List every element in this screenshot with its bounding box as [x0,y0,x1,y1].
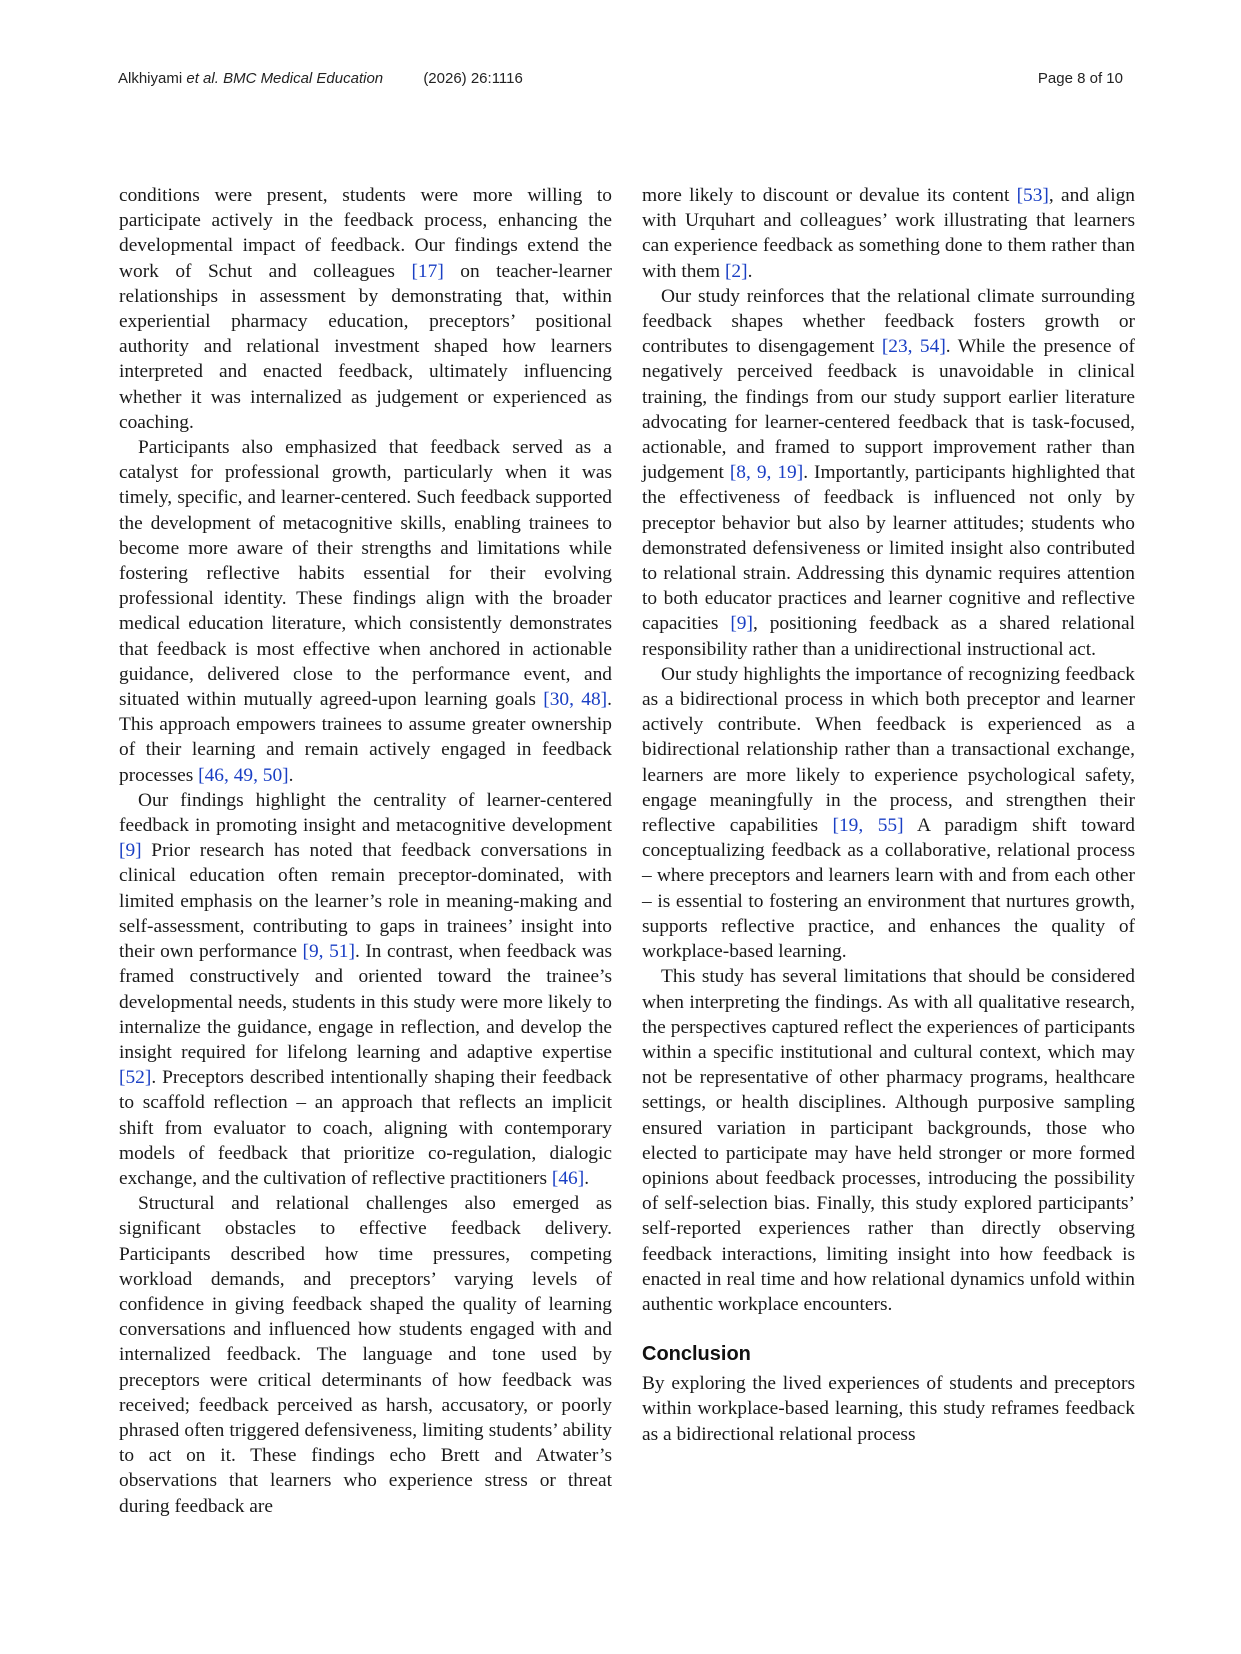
citation-link[interactable]: [19, 55] [832,815,904,837]
body-text: Participants also emphasized that feedback served as a catalyst for professional growth, particularly when it was timely, specific, and learner-centered. Such feedback supported the development of metacognitive skills, enabling trainees to become more aware of their strengths and limitations while fostering reflective habits essential for their evolving professional identity. These findings align with the broader medical education literature, which consistently demonstrates that feedback is most effective when anchored in actionable guidance, delivered close to the performance event, and situated within mutually agreed-upon learning goals [119,437,612,711]
citation-link[interactable]: [52] [119,1067,152,1089]
citation-link[interactable]: [9] [119,840,142,862]
body-text: . Importantly, participants highlighted that the effectiveness of feedback is influenced not only by preceptor behavior but also by learner attitudes; students who demonstrated defensiveness or limited insight also contributed to relational strain. Addressing this dynamic requires attention to both educator practices and learner cognitive and reflective capacities [642,462,1135,635]
body-text: conditions were present, students were more willing to participate actively in the feedback process, enhancing the developmental impact of feedback. Our findings extend the work of Schut and colleagues [119,185,612,282]
header-etal: et al. [186,70,219,87]
citation-link[interactable]: [8, 9, 19] [729,462,804,484]
paragraph [119,435,612,788]
body-text: . [584,1167,590,1189]
paragraph [642,964,1135,1317]
right-column [642,183,1135,1447]
paragraph [642,1371,1135,1447]
citation-link[interactable]: [53] [1016,185,1049,206]
body-text: . This approach empowers trainees to assume greater ownership of their learning and remain actively engaged in feedback processes [119,689,612,786]
body-text: By exploring the lived experiences of students and preceptors within workplace-based learning, this study reframes feedback as a bidirectional relational process [642,1373,1135,1445]
left-column [119,183,612,1519]
body-text: Prior research has noted that feedback conversations in clinical education often remain preceptor-dominated, with limited emphasis on the learner’s role in meaning-making and self-assessment, contributing to gaps in trainees’ insight into their own performance [119,840,612,963]
citation-link[interactable]: [17] [411,260,444,282]
running-citation [118,70,523,87]
paragraph [642,183,1135,284]
header-year-volume: (2026) 26:1116 [423,70,523,87]
body-text: . In contrast, when feedback was framed constructively and oriented toward the trainee’s developmental needs, students in this study were more likely to internalize the guidance, engage in reflection, and develop the insight required for lifelong learning and adaptive expertise [119,941,613,1063]
citation-link[interactable]: [2] [724,260,748,282]
body-text: A paradigm shift toward conceptualizing feedback as a collaborative, relational process – where preceptors and learners learn with and from each other – is essential to fostering an environment that nurtures growth, supports reflective practice, and enhances the quality of workplace-based learning. [642,815,1135,963]
citation-link[interactable]: [9] [730,613,753,635]
page-header [118,66,1123,90]
body-text: , positioning feedback as a shared relational responsibility rather than a unidirectional instructional act. [642,613,1135,660]
citation-link[interactable]: [9, 51] [302,941,355,963]
paragraph [642,662,1135,964]
paragraph [119,183,612,435]
body-text: Our study reinforces that the relational climate surrounding feedback shapes whether feedback fosters growth or contributes to disengagement [642,285,1135,358]
citation-link[interactable]: [30, 48] [543,689,608,711]
paragraph [119,1191,612,1519]
body-text: . While the presence of negatively perceived feedback is unavoidable in clinical training, the findings from our study support earlier literature advocating for learner-centered feedback that is task-focused, actionable, and framed to support improvement rather than judgement [642,336,1135,484]
section-heading-conclusion: Conclusion [642,1343,751,1366]
citation-link[interactable]: [46] [551,1167,585,1189]
body-text: . [288,764,294,786]
body-text: more likely to discount or devalue its content [642,185,1017,206]
body-text: This study has several limitations that should be considered when interpreting the findings. As with all qualitative research, the perspectives captured reflect the experiences of participants within a specific institutional and cultural context, which may not be representative of other pharmacy programs, healthcare settings, or health disciplines. Although purposive sampling ensured variation in participant backgrounds, those who elected to participate may have held stronger or more formed opinions about feedback processes, introducing the possibility of self-selection bias. Finally, this study explored participants’ self-reported experiences rather than directly observing feedback interactions, limiting insight into how feedback is enacted in real time and how relational dynamics unfold within authentic workplace encounters. [642,966,1135,1315]
body-text: on teacher-learner relationships in assessment by demonstrating that, within experiential pharmacy education, preceptors’ positional authority and relational investment shaped how learners interpreted and enacted feedback, ultimately influencing whether it was internalized as judgement or experienced as coaching. [119,260,613,433]
header-authors: Alkhiyami [118,70,183,87]
header-journal: BMC Medical Education [223,70,384,87]
paragraph [642,284,1135,662]
page-number: Page 8 of 10 [1037,70,1123,87]
body-text: . [747,260,753,282]
body-text: . Preceptors described intentionally shaping their feedback to scaffold reflection – an approach that reflects an implicit shift from evaluator to coach, aligning with contemporary models of feedback that prioritize co-regulation, dialogic exchange, and the cultivation of reflective practitioners [119,1067,612,1189]
citation-link[interactable]: [46, 49, 50] [198,764,289,786]
paragraph [119,788,612,1191]
body-text: , and align with Urquhart and colleagues’ work illustrating that learners can experience feedback as something done to them rather than with them [642,185,1135,282]
body-text: Our study highlights the importance of recognizing feedback as a bidirectional process in which both preceptor and learner actively contribute. When feedback is experienced as a bidirectional relationship rather than a transactional exchange, learners are more likely to experience psychological safety, engage meaningfully in the process, and strengthen their reflective capabilities [642,663,1135,837]
body-text: Our findings highlight the centrality of learner-centered feedback in promoting insight and metacognitive development [119,789,612,837]
citation-link[interactable]: [23, 54] [881,336,946,358]
body-text: Structural and relational challenges also emerged as significant obstacles to effective feedback delivery. Participants described how time pressures, competing workload demands, and preceptors’ varying levels of confidence in giving feedback shaped the quality of learning conversations and influenced how students engaged with and internalized feedback. The language and tone used by preceptors were critical determinants of how feedback was received; feedback perceived as harsh, accusatory, or poorly phrased often triggered defensiveness, limiting students’ ability to act on it. These findings echo Brett and Atwater’s observations that learners who experience stress or threat during feedback are [119,1193,612,1517]
